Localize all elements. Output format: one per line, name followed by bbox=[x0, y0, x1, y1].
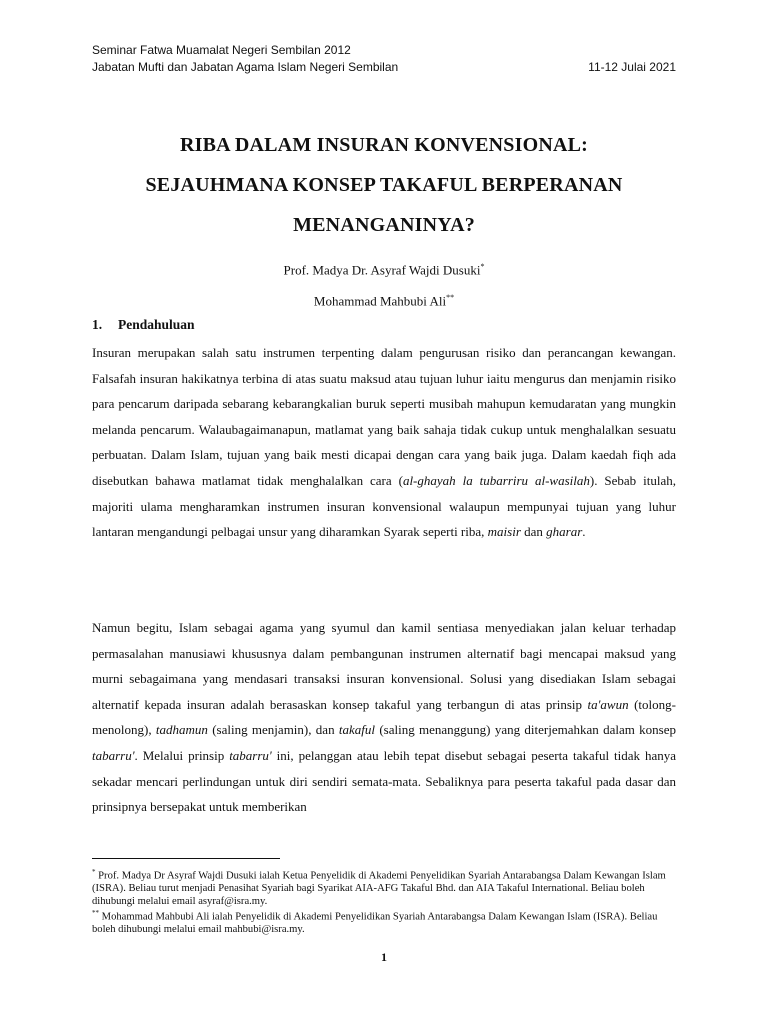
page-number: 1 bbox=[381, 950, 387, 964]
section-title: Pendahuluan bbox=[118, 317, 195, 332]
para1-text-3: dan bbox=[520, 524, 547, 540]
author-1-footnote-mark: * bbox=[480, 262, 485, 271]
footnote-1-mark: * bbox=[92, 868, 96, 876]
para2-italic-4: tabarru' bbox=[92, 747, 135, 763]
document-title bbox=[92, 125, 676, 245]
para2-text-6: ini, pelanggan atau lebih tepat disebut sebagai peserta takaful tidak hanya sekadar mencari perlindungan untuk diri sendiri semata-mata. Sebaliknya para peserta takaful pada dasar dan prinsipnya bersepakat untuk memberikan bbox=[92, 747, 676, 815]
footnote-separator bbox=[92, 858, 280, 859]
para2-italic-1: ta'awun bbox=[587, 696, 629, 712]
para2-italic-2: tadhamun bbox=[155, 722, 208, 738]
running-header-date: 11-12 Julai 2021 bbox=[588, 60, 676, 74]
para1-text-4: . bbox=[582, 524, 586, 540]
footnote-2-text: Mohammad Mahbubi Ali ialah Penyelidik di Akademi Penyelidikan Syariah Antarabangsa Dalam Kewangan Islam (ISRA). Beliau boleh dihubungi melalui email mahbubi@isra.my. bbox=[92, 911, 658, 936]
author-1 bbox=[92, 262, 676, 278]
para2-italic-3: takaful bbox=[338, 722, 376, 738]
running-header-seminar: Seminar Fatwa Muamalat Negeri Sembilan 2012 bbox=[92, 43, 351, 57]
author-2-footnote-mark: ** bbox=[446, 293, 455, 302]
para1-italic-1: al-ghayah la tubarriru al-wasilah bbox=[402, 472, 590, 488]
footnote-1-text: Prof. Madya Dr Asyraf Wajdi Dusuki ialah Ketua Penyelidik di Akademi Penyelidikan Syariah Antarabangsa Dalam Kewangan Islam (ISRA). Beliau turut menjadi Penasihat Syariah bagi Syarikat AIA-AFG Takaful Bhd. dan AIA Takaful International. Beliau boleh dihubungi melalui email asyraf@isra.my. bbox=[92, 870, 666, 907]
author-1-name: Prof. Madya Dr. Asyraf Wajdi Dusuki bbox=[283, 262, 481, 278]
para1-italic-3: gharar bbox=[546, 524, 583, 540]
author-2-name: Mohammad Mahbubi Ali bbox=[313, 293, 447, 309]
section-number: 1. bbox=[92, 317, 103, 332]
para1-text-1: Insuran merupakan salah satu instrumen terpenting dalam pengurusan risiko dan perancangan kewangan. Falsafah insuran hakikatnya terbina di atas suatu maksud atau tujuan luhur iaitu mengurus dan menjamin risiko para pencarum daripada sebarang kebarangkalian buruk seperti musibah mahupun kemudaratan yang mungkin melanda pencarum. Walaubagaimanapun, matlamat yang baik sahaja tidak cukup untuk menghalalkan sesuatu perbuatan. Dalam Islam, tujuan yang baik mesti dicapai dengan cara yang baik juga. Dalam kaedah fiqh ada disebutkan bahawa matlamat tidak menghalalkan cara ( bbox=[92, 345, 676, 488]
para1-text-2: ). Sebab itulah, majoriti ulama mengharamkan instrumen insuran konvensional walaupun mempunyai tujuan yang luhur lantaran mengandungi pelbagai unsur yang diharamkan Syarak seperti riba, bbox=[92, 472, 676, 540]
body-paragraph-2 bbox=[92, 615, 676, 820]
para2-text-2: (tolong-menolong), bbox=[92, 696, 676, 738]
title-line-1: RIBA DALAM INSURAN KONVENSIONAL: bbox=[179, 134, 589, 156]
footnote-1 bbox=[92, 866, 676, 908]
para2-italic-5: tabarru' bbox=[229, 747, 272, 763]
footnote-2 bbox=[92, 907, 676, 937]
author-2 bbox=[92, 293, 676, 309]
body-paragraph-1 bbox=[92, 340, 676, 545]
running-header-organizer: Jabatan Mufti dan Jabatan Agama Islam Negeri Sembilan bbox=[92, 60, 399, 74]
para2-text-3: (saling menjamin), dan bbox=[207, 722, 339, 738]
para2-text-5: . Melalui prinsip bbox=[134, 747, 230, 763]
para2-text-1: Namun begitu, Islam sebagai agama yang syumul dan kamil sentiasa menyediakan jalan keluar terhadap permasalahan manusiawi khususnya dalam pembangunan instrumen alternatif bagi mencapai maksud yang murni sebagaimana yang mendasari transaksi insuran konvensional. Solusi yang disediakan Islam sebagai alternatif kepada insuran adalah berasaskan konsep takaful yang terbangun di atas prinsip bbox=[92, 620, 676, 712]
para1-italic-2: maisir bbox=[487, 524, 521, 540]
title-line-2: SEJAUHMANA KONSEP TAKAFUL BERPERANAN bbox=[145, 174, 623, 196]
title-line-3: MENANGANINYA? bbox=[293, 214, 475, 236]
running-header-line2 bbox=[92, 60, 676, 75]
section-heading bbox=[92, 317, 195, 333]
para2-text-4: (saling menanggung) yang diterjemahkan dalam konsep bbox=[375, 722, 677, 738]
footnote-2-mark: ** bbox=[92, 909, 99, 917]
